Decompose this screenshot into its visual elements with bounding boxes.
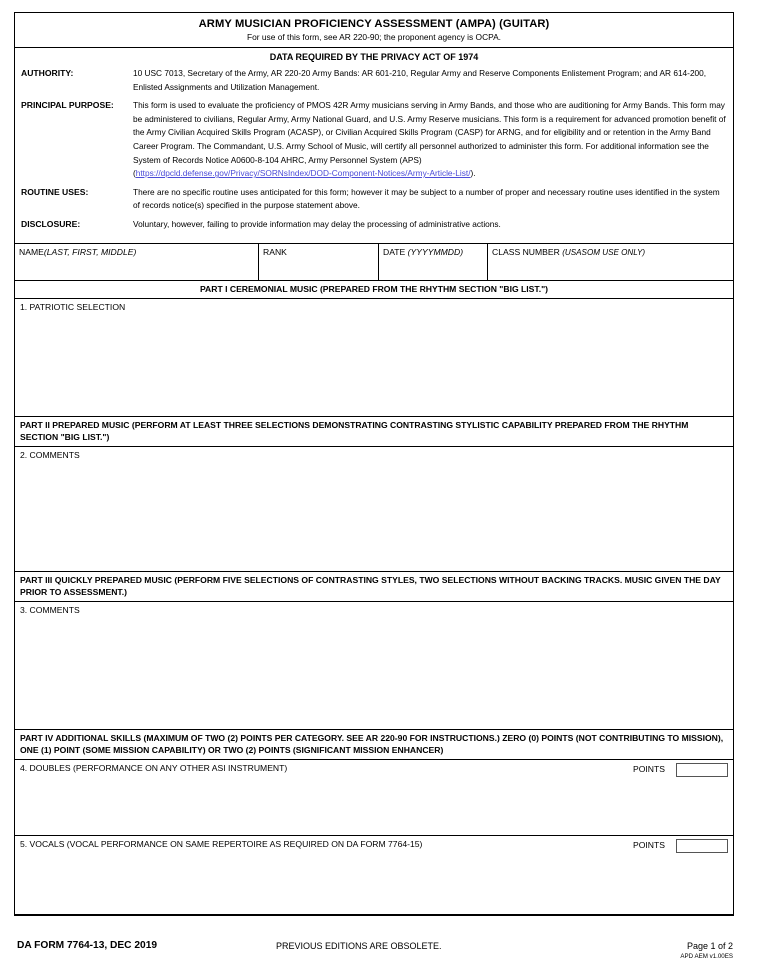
title-block (15, 13, 733, 48)
item-4-doubles[interactable] (15, 760, 733, 836)
item-5-label: 5. VOCALS (VOCAL PERFORMANCE ON SAME REPERTOIRE AS REQUIRED ON DA FORM 7764-15) (20, 839, 423, 850)
item-4-points-label: POINTS (633, 764, 665, 775)
routine-uses-row (21, 186, 727, 213)
principal-purpose-text: This form is used to evaluate the proficiency of PMOS 42R Army musicians serving in Army Bands, and those who are auditioning for Army Bands. This form may be administered to civilians, Regular Army, Army National Guard, and U.S. Army Reserve musicians. This form is a requirement for advanced promotion benefit of the Army Civilian Acquired Skills Program (ACASP), or Civilian Acquired Skills Program (CASP) for ARNG, and for eligibility and or retention in the Army Band Career Program. The Commandant, U.S. Army School of Music, will certify all personnel authorized to administer this form. For additional information see the System of Records Notice A0600-8-104 AHRC, Army Personnel System (APS) (133, 100, 726, 165)
disclosure-row (21, 218, 727, 232)
class-number-label: CLASS NUMBER (492, 246, 560, 257)
name-hint: (LAST, FIRST, MIDDLE) (43, 246, 137, 257)
url-open-paren: ( (133, 168, 136, 179)
part-2-header: PART II PREPARED MUSIC (PERFORM AT LEAST THREE SELECTIONS DEMONSTRATING CONTRASTING STYLISTIC CAPABILITY PREPARED FROM THE RHYTHM SECTION "BIG LIST.") (15, 417, 733, 447)
principal-purpose-body (133, 99, 727, 181)
item-2-label: 2. COMMENTS (20, 450, 80, 461)
class-number-field[interactable] (488, 244, 733, 280)
class-number-hint: (USASOM USE ONLY) (562, 247, 646, 257)
item-5-row (15, 836, 733, 853)
form-footer (14, 938, 734, 966)
form-subtitle: For use of this form, see AR 220-90; the proponent agency is OCPA. (246, 32, 502, 42)
item-5-points-input[interactable] (676, 839, 728, 853)
form-title: ARMY MUSICIAN PROFICIENCY ASSESSMENT (AMPA) (GUITAR) (198, 18, 550, 30)
item-4-points-input[interactable] (676, 763, 728, 777)
part-4-header: PART IV ADDITIONAL SKILLS (MAXIMUM OF TWO (2) POINTS PER CATEGORY. SEE AR 220-90 FOR INSTRUCTIONS.) ZERO (0) POINTS (NOT CONTRIBUTING TO MISSION), ONE (1) POINT (SOME MISSION CAPABILITY) OR TWO (2) POINTS (SIGNIFICANT MISSION ENHANCER) (15, 730, 733, 760)
disclosure-label: DISCLOSURE: (21, 218, 81, 229)
sorns-index-link[interactable]: https://dpcld.defense.gov/Privacy/SORNsIndex/DOD-Component-Notices/Army-Article-List/ (135, 168, 471, 179)
disclosure-text: Voluntary, however, failing to provide information may delay the processing of administrative actions. (133, 218, 501, 229)
item-1-label: 1. PATRIOTIC SELECTION (20, 302, 126, 313)
name-label: NAME (19, 246, 44, 257)
item-3-label: 3. COMMENTS (20, 605, 80, 616)
name-field[interactable] (15, 244, 259, 280)
form-frame (14, 12, 734, 916)
privacy-act-heading: DATA REQUIRED BY THE PRIVACY ACT OF 1974 (269, 52, 479, 62)
item-1-patriotic-selection[interactable] (15, 299, 733, 417)
item-4-label: 4. DOUBLES (PERFORMANCE ON ANY OTHER ASI INSTRUMENT) (20, 763, 288, 774)
authority-label: AUTHORITY: (21, 68, 74, 78)
item-3-comments[interactable] (15, 602, 733, 730)
privacy-act-rows (15, 67, 733, 243)
privacy-act-block (15, 48, 733, 244)
url-close-paren: ). (470, 168, 476, 179)
routine-uses-label: ROUTINE USES: (21, 186, 89, 197)
authority-text: 10 USC 7013, Secretary of the Army, AR 220-20 Army Bands: AR 601-210, Regular Army and Reserve Components Enlistement Program; and AR 614-200, Enlisted Assignments and Utilization Management. (133, 68, 707, 92)
principal-purpose-url-line (133, 167, 727, 181)
item-5-vocals[interactable] (15, 836, 733, 915)
footer-version: APD AEM v1.00ES (680, 953, 733, 960)
rank-label: RANK (263, 246, 287, 257)
principal-purpose-row (21, 99, 727, 181)
date-field[interactable] (379, 244, 488, 280)
item-2-comments[interactable] (15, 447, 733, 572)
authority-row (21, 67, 727, 94)
item-5-points-label: POINTS (633, 840, 665, 851)
footer-form-number: DA FORM 7764-13, DEC 2019 (17, 940, 158, 951)
footer-page-number: Page 1 of 2 (686, 941, 733, 951)
part-1-header: PART I CEREMONIAL MUSIC (PREPARED FROM THE RHYTHM SECTION "BIG LIST.") (15, 281, 733, 300)
date-hint: (YYYYMMDD) (407, 246, 464, 257)
routine-uses-text: There are no specific routine uses anticipated for this form; however it may be subject to a number of proper and necessary routine uses identified in the system of records notice(s) specified in the purpose statement above. (133, 186, 720, 211)
footer-editions-notice: PREVIOUS EDITIONS ARE OBSOLETE. (276, 941, 442, 951)
rank-field[interactable] (259, 244, 379, 280)
principal-purpose-label: PRINCIPAL PURPOSE: (21, 100, 114, 111)
identity-row (15, 244, 733, 281)
part-3-header: PART III QUICKLY PREPARED MUSIC (PERFORM FIVE SELECTIONS OF CONTRASTING STYLES, TWO SELECTIONS WITHOUT BACKING TRACKS. MUSIC GIVEN THE DAY PRIOR TO ASSESSMENT.) (15, 572, 733, 602)
item-4-row (15, 760, 733, 777)
date-label: DATE (383, 246, 406, 257)
